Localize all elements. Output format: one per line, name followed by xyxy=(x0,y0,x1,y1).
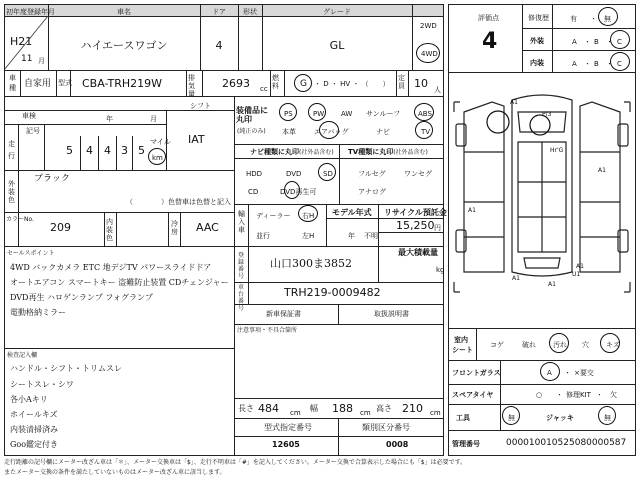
inspection-month-unit: 月 xyxy=(150,115,157,123)
width-unit: cm xyxy=(360,409,371,417)
equip-pw-circle xyxy=(308,103,326,121)
score-label: 評価点 xyxy=(478,14,499,22)
color-no-label: カラーNo. xyxy=(6,216,34,223)
new-warranty: 新車保証書 xyxy=(266,310,301,318)
nav-hdd: HDD xyxy=(246,170,263,178)
jack-none-circle xyxy=(598,406,616,425)
damage-label: 修復歴 xyxy=(528,14,549,22)
type-cert-value: 12605 xyxy=(272,440,300,449)
interior-grade-a: A xyxy=(572,60,577,68)
interior-grade-dot2: ・ xyxy=(606,60,613,68)
reg-month-unit: 月 xyxy=(38,57,45,65)
seat-scratch-circle xyxy=(600,333,620,353)
seat-opt-tear: 破れ xyxy=(522,341,536,349)
nav-sd: SD xyxy=(323,170,333,178)
inspector-line-4: ホイールキズ xyxy=(10,410,58,419)
ac-value: AAC xyxy=(196,221,219,234)
tv-title: TV種類に丸印(社外品含む) xyxy=(348,148,428,156)
width-label: 幅 xyxy=(310,404,318,413)
mgmt-number: 000010010525080000587 xyxy=(506,438,627,448)
recycle-unit: 円 xyxy=(434,224,441,232)
maxload-label: 最大積載量 xyxy=(398,248,438,257)
interior-grade-c: C xyxy=(617,60,622,68)
usage-label-1: 車 xyxy=(9,74,16,82)
equip-ps-circle xyxy=(279,103,297,121)
inspector-line-1: ハンドル・シフト・トリムスレ xyxy=(10,364,122,373)
selling-point-line-4: 電動格納ミラー xyxy=(10,308,66,317)
spare-label: スペアタイヤ xyxy=(452,391,494,399)
equip-abs: ABS xyxy=(418,110,432,118)
recycle-amount: 15,250 xyxy=(396,219,435,232)
usage-value: 自家用 xyxy=(24,79,52,89)
inspection-label: 車検 xyxy=(22,112,36,120)
import-dealer: ディーラー xyxy=(256,212,291,220)
reg-era: H21 xyxy=(10,35,33,48)
equip-tv-circle xyxy=(415,121,433,139)
length-label: 長さ xyxy=(238,404,254,413)
drive-2wd: 2WD xyxy=(420,22,437,30)
exterior-grade-c-circle xyxy=(610,30,630,49)
equip-sunroof: サンルーフ xyxy=(366,110,401,118)
usage-label-2: 種 xyxy=(9,84,16,92)
doors-label: ドア xyxy=(212,8,226,16)
diagram-mark-a1-bottom3: A1 xyxy=(576,263,584,270)
vehicle-diagram xyxy=(448,72,636,328)
shape-label: 形状 xyxy=(243,8,257,16)
equip-navi: ナビ xyxy=(376,128,390,136)
disp-label: 排気量 xyxy=(188,74,195,98)
drive-4wd: 4WD xyxy=(421,50,438,58)
color-note: （ ）色替車は色替と記入 xyxy=(126,198,231,206)
mgmt-label: 管理番号 xyxy=(452,440,480,448)
glass-label: フロントガラス xyxy=(452,369,501,377)
seat-opt-hole: 穴 xyxy=(582,341,589,349)
tools-label: 工具 xyxy=(456,414,470,422)
tv-analog: アナログ xyxy=(358,188,386,196)
width-value: 188 xyxy=(332,402,353,415)
score-value: 4 xyxy=(482,29,498,54)
km-circle xyxy=(148,148,166,165)
damage-no-circle xyxy=(598,7,618,26)
maxload-unit: kg xyxy=(436,266,445,274)
glass-opt-dot: ・ xyxy=(564,369,571,377)
capacity-label: 定員 xyxy=(398,74,405,90)
exterior-grade-dot2: ・ xyxy=(606,38,613,46)
plate-number: 山口300ま3852 xyxy=(270,257,352,270)
nav-dvd-play-circle xyxy=(284,181,300,199)
interior-grade-label: 内装 xyxy=(530,59,544,67)
car-name: ハイエースワゴン xyxy=(80,39,168,52)
equip-leather: 本革 xyxy=(282,128,296,136)
nav-cd: CD xyxy=(248,188,259,196)
equip-label: 装備品に丸印 xyxy=(236,106,268,124)
exterior-color-label: 外装色 xyxy=(8,180,15,204)
shift-value: IAT xyxy=(188,133,205,146)
height-label: 高さ xyxy=(376,404,392,413)
spare-opt-dot2: ・ xyxy=(596,391,603,399)
height-value: 210 xyxy=(402,402,423,415)
interior-color-label: 内装色 xyxy=(106,218,113,242)
equip-aw: AW xyxy=(341,110,353,118)
class-value: 0008 xyxy=(386,440,409,449)
seat-label-2: シート xyxy=(452,346,473,354)
import-right-h-circle xyxy=(298,205,318,222)
car-name-label: 車名 xyxy=(117,8,131,16)
tools-none-circle xyxy=(502,406,520,425)
equip-pw: PW xyxy=(313,110,325,118)
diagram-mark-a1-bottom1: A1 xyxy=(512,275,520,282)
selling-point-line-3: DVD再生 ハロゲンランプ フォグランプ xyxy=(10,293,153,302)
spare-opt-kit: 修理KIT xyxy=(566,391,591,399)
type-cert-label: 型式指定番号 xyxy=(264,423,312,432)
model-year-value: 不明 xyxy=(364,232,378,240)
fuel-g: G xyxy=(300,79,307,89)
length-unit: cm xyxy=(290,409,301,417)
diagram-mark-a1-right: A1 xyxy=(598,167,606,174)
damage-yes: 有 xyxy=(570,15,577,23)
equip-airbag-circle xyxy=(319,121,339,139)
interior-grade-b: B xyxy=(594,60,599,68)
diagram-mark-u1: U1 xyxy=(572,271,581,278)
exterior-color: ブラック xyxy=(34,174,70,184)
damage-dot: ・ xyxy=(590,15,597,23)
capacity-unit: 人 xyxy=(434,86,441,94)
equip-ps: PS xyxy=(284,110,293,118)
equip-abs-circle xyxy=(414,103,434,121)
inspector-line-6: Goo鑑定付き xyxy=(10,440,59,449)
glass-a-circle xyxy=(540,362,560,381)
plate-label: 登録番号 xyxy=(238,252,245,280)
inspection-year-unit: 年 xyxy=(106,115,113,123)
grade-value: GL xyxy=(329,39,345,52)
nav-title: ナビ種類に丸印(社外品含む) xyxy=(250,148,334,156)
equip-airbag: エアバッグ xyxy=(314,128,349,136)
exterior-grade-b: B xyxy=(594,38,599,46)
mileage-label-1: 走 xyxy=(8,140,15,148)
import-right-h: 右H xyxy=(302,212,315,220)
import-label: 輸入車 xyxy=(238,210,245,234)
exterior-grade-a: A xyxy=(572,38,577,46)
glass-opt-replace: ×要交 xyxy=(574,369,594,377)
inspector-label: 検査記入欄 xyxy=(7,352,38,359)
digits-label: 記号 xyxy=(26,127,40,135)
diagram-mark-a1-left: A1 xyxy=(468,207,476,214)
model-year-suffix: 年 xyxy=(348,232,355,240)
disp-unit: cc xyxy=(260,85,268,93)
nav-sd-circle xyxy=(318,163,336,181)
notes-label: 注意事項・不具合箇所 xyxy=(237,327,298,334)
odo-digit-1: 5 xyxy=(66,144,73,157)
interior-grade-c-circle xyxy=(610,52,630,71)
chassis-label: 車台番号 xyxy=(238,284,245,312)
interior-grade-dot1: ・ xyxy=(584,60,591,68)
spare-opt-dot1: ・ xyxy=(556,391,563,399)
shift-label: シフト xyxy=(190,102,211,110)
diagram-mark-hrg: Hr'G xyxy=(550,147,564,154)
color-no: 209 xyxy=(50,221,71,234)
chassis-number: TRH219-0009482 xyxy=(284,286,381,299)
tools-opt-none: 無 xyxy=(508,414,515,422)
seat-label-1: 室内 xyxy=(454,336,468,344)
import-left-h: 左H xyxy=(302,232,315,240)
jack-opt-none: 無 xyxy=(604,414,611,422)
jack-label: ジャッキ xyxy=(546,414,574,422)
capacity: 10 xyxy=(414,77,428,90)
spare-opt-ok: ○ xyxy=(536,391,543,399)
odo-digit-4: 3 xyxy=(121,144,128,157)
seat-opt-scratch: キズ xyxy=(606,341,620,349)
type-label: 型式 xyxy=(58,79,72,87)
exterior-grade-label: 外装 xyxy=(530,37,544,45)
height-unit: cm xyxy=(430,409,441,417)
glass-opt-a: A xyxy=(547,369,552,377)
length-value: 484 xyxy=(258,402,279,415)
km-label: km xyxy=(152,154,163,162)
reg-month: 11 xyxy=(21,54,33,64)
class-label: 類別区分番号 xyxy=(362,423,410,432)
seat-stain-circle xyxy=(549,333,569,353)
equip-sub: (純正のみ) xyxy=(237,128,266,135)
inspector-line-3: 各小Aキリ xyxy=(10,395,48,404)
selling-point-line-2: オートエアコン スマートキー 盗難防止装置 CDチェンジャー xyxy=(10,278,229,287)
spare-opt-missing: 欠 xyxy=(610,391,617,399)
odo-digit-3: 4 xyxy=(104,144,111,157)
fuel-label: 燃料 xyxy=(272,74,279,90)
import-parallel: 並行 xyxy=(256,232,270,240)
fuel-g-circle xyxy=(294,74,312,92)
tv-oneseg: ワンセグ xyxy=(404,170,432,178)
drive-4wd-circle xyxy=(416,43,440,63)
doors-value: 4 xyxy=(215,39,223,52)
exterior-grade-dot1: ・ xyxy=(584,38,591,46)
mileage-label-2: 行 xyxy=(8,152,15,160)
model-code: CBA-TRH219W xyxy=(82,77,162,90)
reg-date-label: 初年度登録年月 xyxy=(6,8,55,16)
model-year-label: モデル年式 xyxy=(332,208,372,217)
recycle-label: リサイクル預託金 xyxy=(384,208,447,217)
seat-opt-koge: コゲ xyxy=(490,341,504,349)
inspector-line-2: シートスレ・シワ xyxy=(10,380,74,389)
manual-label: 取扱説明書 xyxy=(374,310,409,318)
inspector-line-5: 内装清掃済み xyxy=(10,425,58,434)
selling-points-label: セールスポイント xyxy=(7,250,55,257)
diagram-mark-a1-bottom2: A1 xyxy=(548,281,556,288)
fuel-options: ・ D ・ HV ・ （ ） xyxy=(314,80,390,88)
diagram-mark-a1-top: A1 xyxy=(510,99,518,106)
seat-opt-stain: 汚れ xyxy=(553,341,567,349)
footer-line-1: 走行距離の記号欄にメーター改ざん車は「＊」、メーター交換車は「$」、走行不明車は「#」を記入してください。メーター交換で合算表示した場合にも「$」は必要です。 xyxy=(4,459,467,466)
odo-digit-2: 4 xyxy=(86,144,93,157)
displacement: 2693 xyxy=(222,77,250,90)
reg-diagonal xyxy=(4,16,48,70)
diagram-mark-p3: P/3 xyxy=(542,111,552,118)
footer-line-2: またメーター交換の条件を満たしていないものはメーター改ざん車に該当します。 xyxy=(4,469,226,476)
odo-digit-5: 5 xyxy=(138,144,145,157)
selling-point-line-1: 4WD バックカメラ ETC 地デジTV パワースライドドア xyxy=(10,263,212,272)
mile-label: マイル xyxy=(150,138,171,146)
nav-dvd-play: DVD再生可 xyxy=(280,188,317,196)
ac-label: 冷房 xyxy=(171,220,178,236)
grade-label: グレード xyxy=(323,8,351,16)
damage-no: 無 xyxy=(604,15,611,23)
exterior-grade-c: C xyxy=(617,38,622,46)
equip-tv: TV xyxy=(421,128,431,136)
tv-fullseg: フルセグ xyxy=(358,170,386,178)
nav-dvd: DVD xyxy=(286,170,302,178)
